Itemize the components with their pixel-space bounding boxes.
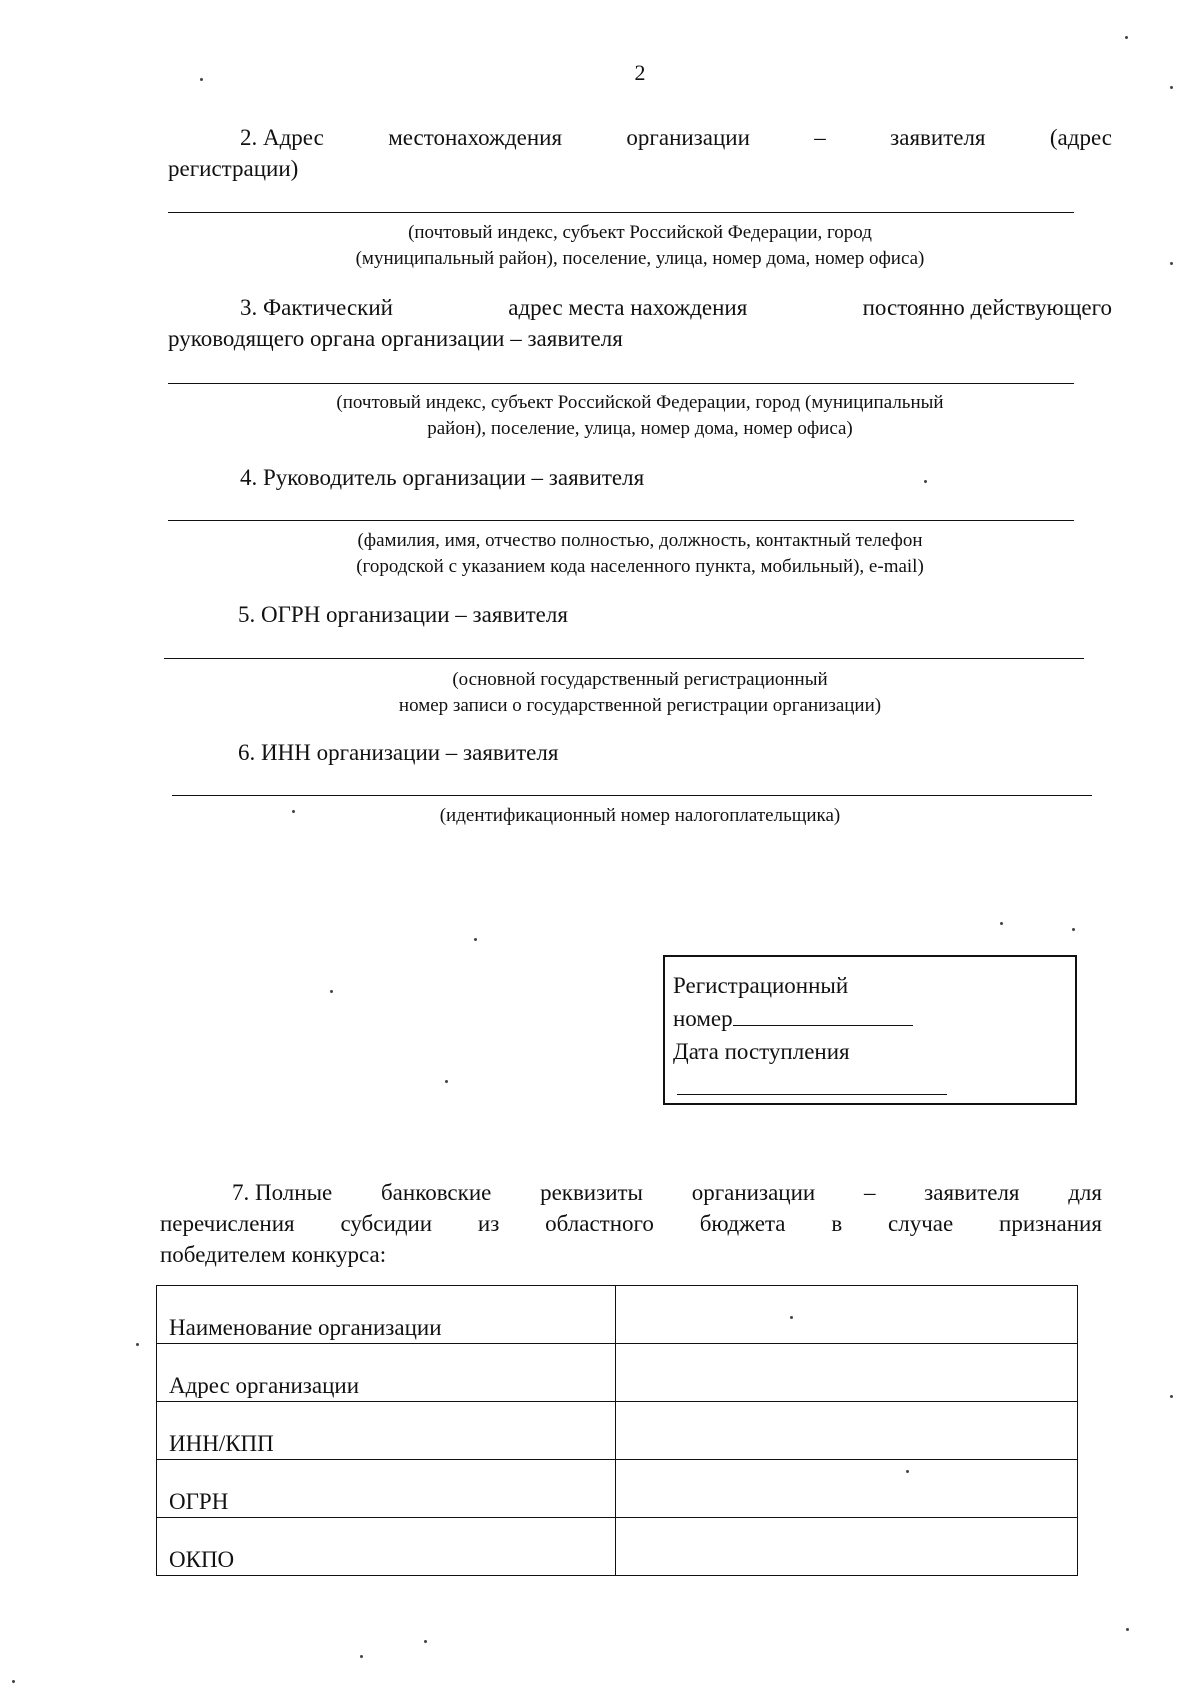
item-2-fill-line[interactable]: [168, 212, 1074, 213]
word: –: [863, 1180, 876, 1205]
word: (адрес: [1049, 125, 1112, 150]
row-label: Наименование организации: [157, 1286, 616, 1344]
caption-line: номер записи о государственной регистрации организации): [398, 695, 882, 716]
word: в: [831, 1211, 843, 1236]
scan-speck: [136, 1343, 139, 1346]
word: признания: [999, 1211, 1102, 1236]
item-2-heading: [168, 122, 1112, 184]
word: 2. Адрес: [240, 125, 324, 150]
caption-line: (почтовый индекс, субъект Российской Федерации, город: [408, 222, 872, 243]
scan-speck: [906, 1470, 909, 1473]
item-7-line-3: победителем конкурса:: [160, 1242, 387, 1267]
registration-number-field[interactable]: [733, 1025, 913, 1026]
word: заявителя: [924, 1180, 1020, 1205]
scan-speck: [445, 1080, 448, 1083]
word: реквизиты: [540, 1180, 644, 1205]
row-label: ОГРН: [157, 1460, 616, 1518]
item-4-fill-line[interactable]: [168, 520, 1074, 521]
row-label: Адрес организации: [157, 1344, 616, 1402]
table-row: [157, 1402, 1078, 1460]
row-value-cell[interactable]: [616, 1402, 1078, 1460]
scan-speck: [1125, 36, 1128, 39]
caption-line: (основной государственный регистрационный: [452, 669, 828, 690]
page-number: 2: [634, 60, 646, 85]
item-2-line-1: [168, 122, 1112, 153]
word: организации: [626, 125, 750, 150]
word: бюджета: [699, 1211, 786, 1236]
item-6-heading: 6. ИНН организации – заявителя: [238, 740, 559, 765]
scan-speck: [330, 990, 333, 993]
item-6-caption: [168, 803, 1112, 829]
word: для: [1068, 1180, 1102, 1205]
scan-speck: [1170, 1395, 1173, 1398]
word: субсидии: [340, 1211, 433, 1236]
table-row: [157, 1344, 1078, 1402]
row-label: ОКПО: [157, 1518, 616, 1576]
item-2-line-2: регистрации): [168, 156, 299, 181]
scan-speck: [1072, 928, 1075, 931]
item-7-paragraph: [160, 1177, 1102, 1270]
scan-speck: [292, 810, 295, 813]
receipt-date-label: Дата поступления: [673, 1039, 850, 1064]
bank-details-table: [156, 1285, 1078, 1576]
table-row: [157, 1286, 1078, 1344]
caption-line: (городской с указанием кода населенного пункта, мобильный), e-mail): [356, 556, 924, 577]
scan-speck: [1170, 86, 1173, 89]
item-2-caption: [168, 220, 1112, 272]
item-7-line-2: [160, 1208, 1102, 1239]
scan-speck: [474, 938, 477, 941]
item-5-caption: [168, 667, 1112, 719]
caption-line: (почтовый индекс, субъект Российской Федерации, город (муниципальный: [336, 392, 944, 413]
caption-line: (фамилия, имя, отчество полностью, должность, контактный телефон: [357, 530, 923, 551]
item-5-heading: 5. ОГРН организации – заявителя: [238, 602, 568, 627]
scan-speck: [1126, 1628, 1129, 1631]
word: из: [477, 1211, 500, 1236]
item-3-fill-line[interactable]: [168, 383, 1074, 384]
caption-line: (идентификационный номер налогоплательщика): [439, 805, 841, 826]
scan-speck: [1000, 922, 1003, 925]
caption-line: район), поселение, улица, номер дома, номер офиса): [427, 418, 853, 439]
item-3-caption: [168, 390, 1112, 442]
row-label: ИНН/КПП: [157, 1402, 616, 1460]
registration-box: [663, 955, 1077, 1105]
row-value-cell[interactable]: [616, 1460, 1078, 1518]
word: 7. Полные: [232, 1180, 333, 1205]
table-row: [157, 1518, 1078, 1576]
word: областного: [545, 1211, 654, 1236]
item-6-fill-line[interactable]: [172, 795, 1092, 796]
word: случае: [888, 1211, 954, 1236]
word: –: [814, 125, 826, 150]
row-value-cell[interactable]: [616, 1286, 1078, 1344]
scan-speck: [790, 1316, 793, 1319]
word: постоянно действующего: [862, 295, 1112, 320]
word: перечисления: [160, 1211, 295, 1236]
word: 3. Фактический: [240, 295, 393, 320]
item-4-heading: 4. Руководитель организации – заявителя: [240, 465, 645, 490]
scan-speck: [12, 1680, 15, 1683]
scan-speck: [200, 78, 203, 81]
word: банковские: [380, 1180, 492, 1205]
item-3-heading: [168, 292, 1112, 354]
item-7-line-1: [160, 1177, 1102, 1208]
word: организации: [691, 1180, 816, 1205]
registration-number-label: номер: [673, 1006, 733, 1031]
word: местонахождения: [388, 125, 563, 150]
receipt-date-field[interactable]: [677, 1068, 947, 1095]
item-5-fill-line[interactable]: [164, 658, 1084, 659]
scan-speck: [1170, 262, 1173, 265]
item-3-line-1: [168, 292, 1112, 323]
word: заявителя: [890, 125, 986, 150]
item-4-caption: [168, 528, 1112, 580]
word: адрес места нахождения: [508, 295, 748, 320]
item-3-line-2: руководящего органа организации – заявителя: [168, 326, 623, 351]
scan-speck: [360, 1655, 363, 1658]
caption-line: (муниципальный район), поселение, улица, номер дома, номер офиса): [355, 248, 925, 269]
row-value-cell[interactable]: [616, 1518, 1078, 1576]
scan-speck: [424, 1640, 427, 1643]
registration-label: Регистрационный: [673, 973, 849, 998]
row-value-cell[interactable]: [616, 1344, 1078, 1402]
scan-speck: [924, 480, 927, 483]
table-row: [157, 1460, 1078, 1518]
registration-number-row: [673, 1002, 1067, 1035]
